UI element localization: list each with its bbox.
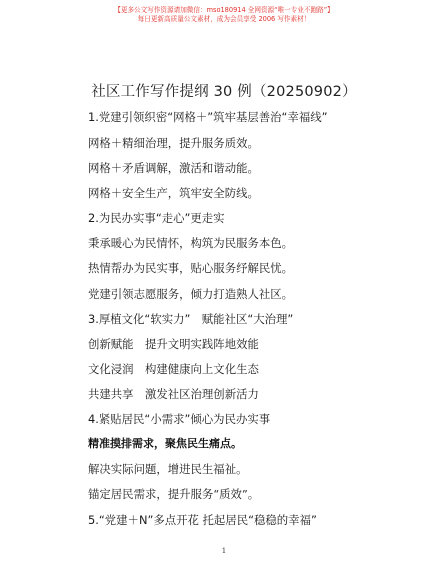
page-number: 1 xyxy=(221,547,227,555)
body-line: 网格＋精细治理，提升服务质效。 xyxy=(88,136,259,150)
body-line: 党建引领志愿服务，倾力打造熟人社区。 xyxy=(88,287,294,301)
body-line: 解决实际问题，增进民生福祉。 xyxy=(88,462,248,476)
section-heading-5: 5.“党建＋N”多点开花 托起居民“稳稳的幸福” xyxy=(88,513,317,527)
banner-subscription-line: 每日更新高质量公文素材，成为会员享受 2006 写作素材！ xyxy=(137,15,311,23)
section-heading-2: 2.为民办实事“走心”更走实 xyxy=(88,211,225,225)
body-line: 网格＋矛盾调解，激活和谐动能。 xyxy=(88,161,259,175)
banner-promo-line: 【更多公文写作资源请加微信：mso180914 全网资源“唯一专业不跑路”】 xyxy=(114,6,334,14)
header-banner xyxy=(0,6,448,24)
section-heading-1: 1.党建引领织密“网格＋”筑牢基层善治“幸福线” xyxy=(88,110,328,124)
document-title: 社区工作写作提纲 30 例（20250902） xyxy=(91,84,357,100)
section-heading-3: 3.厚植文化“软实力” 赋能社区“大治理” xyxy=(88,312,294,326)
body-line: 网格＋安全生产，筑牢安全防线。 xyxy=(88,186,259,200)
body-line: 秉承暖心为民情怀，构筑为民服务本色。 xyxy=(88,236,294,250)
body-line: 热情帮办为民实事，贴心服务纾解民忧。 xyxy=(88,261,294,275)
section-heading-4: 4.紧贴居民“小需求”倾心为民办实事 xyxy=(88,412,271,426)
body-line: 文化浸润 构建健康向上文化生态 xyxy=(88,362,259,376)
body-line: 创新赋能 提升文明实践阵地效能 xyxy=(88,337,259,351)
bold-body-line: 精准摸排需求，聚焦民生痛点。 xyxy=(88,437,242,450)
body-line: 共建共享 激发社区治理创新活力 xyxy=(88,387,259,401)
body-line: 锚定居民需求，提升服务“质效”。 xyxy=(88,487,260,501)
